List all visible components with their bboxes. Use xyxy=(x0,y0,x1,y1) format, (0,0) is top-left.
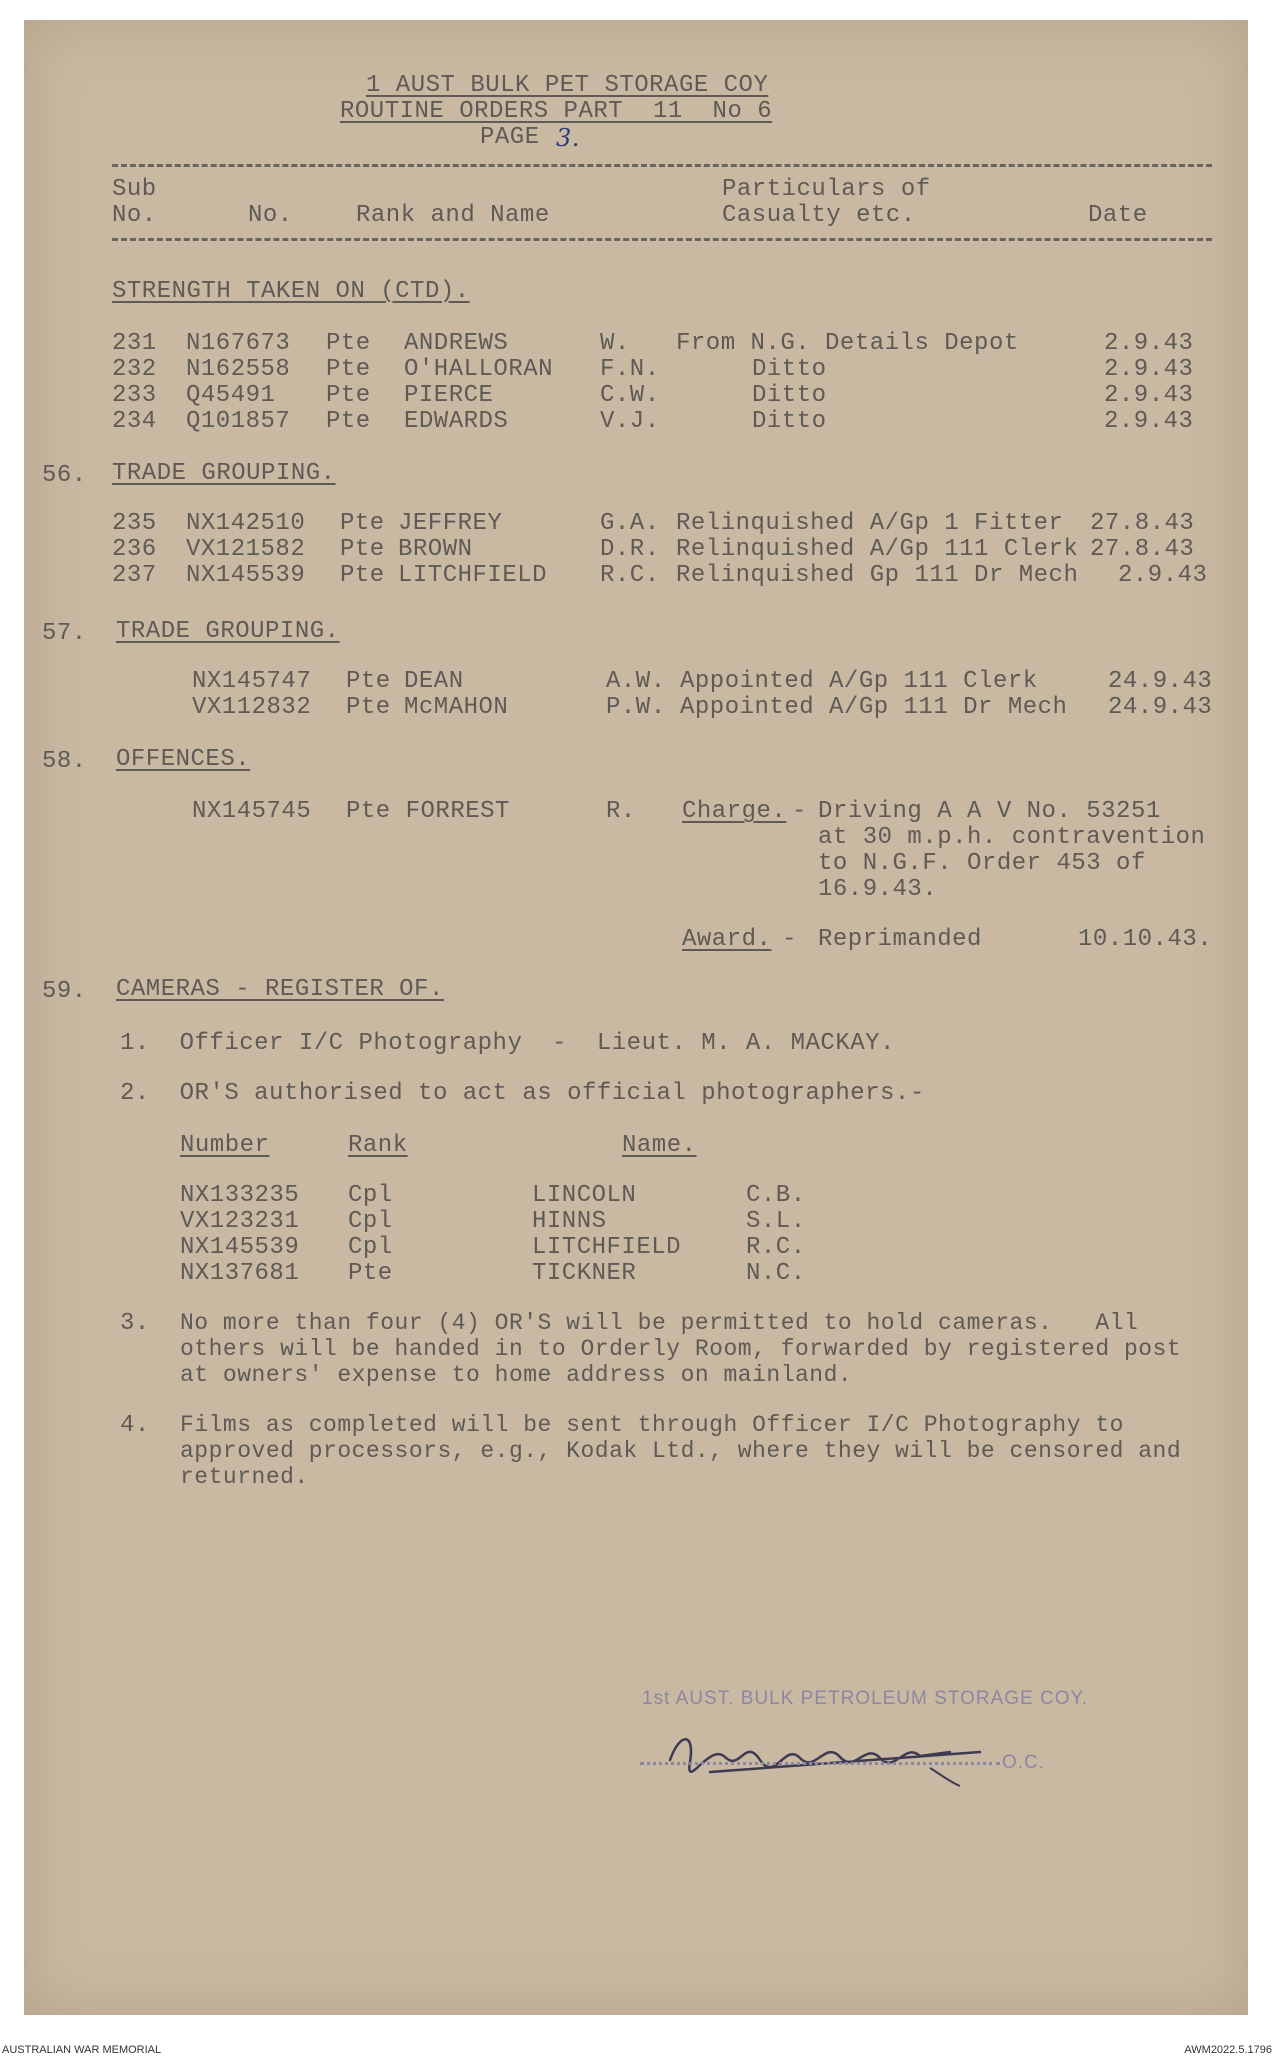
surname: BROWN xyxy=(398,536,473,563)
camera-item-2: 2. OR'S authorised to act as official photographers.- xyxy=(120,1080,925,1107)
particulars: Relinquished A/Gp 111 Clerk xyxy=(676,536,1079,563)
surname: PIERCE xyxy=(404,382,494,409)
holder-rank: Cpl xyxy=(348,1234,393,1261)
date: 24.9.43 xyxy=(1108,668,1213,695)
particulars: Ditto xyxy=(752,408,827,435)
footer-archive: AUSTRALIAN WAR MEMORIAL xyxy=(2,2044,162,2056)
rank: Pte xyxy=(326,408,371,435)
sub-no: 234 xyxy=(112,408,157,435)
holder-number: VX123231 xyxy=(180,1208,300,1235)
unit-title: 1 AUST BULK PET STORAGE COY xyxy=(366,72,769,99)
camera-col-name: Name. xyxy=(622,1132,697,1159)
camera-item-4-line: Films as completed will be sent through Officer I/C Photography to xyxy=(180,1412,1124,1438)
particulars: Ditto xyxy=(752,382,827,409)
date: 27.8.43 xyxy=(1090,510,1195,537)
service-no: Q45491 xyxy=(186,382,276,409)
service-no: Q101857 xyxy=(186,408,291,435)
rank: Pte xyxy=(340,536,385,563)
rank: Pte xyxy=(326,330,371,357)
service-no: NX145747 xyxy=(192,668,312,695)
holder-name: HINNS xyxy=(532,1208,607,1235)
header-rule-bottom xyxy=(112,238,1212,241)
surname: ANDREWS xyxy=(404,330,509,357)
date: 27.8.43 xyxy=(1090,536,1195,563)
camera-item-3-line: others will be handed in to Orderly Room, forwarded by registered post xyxy=(180,1336,1182,1362)
section-59-number: 59. xyxy=(42,978,87,1005)
date: 2.9.43 xyxy=(1104,408,1194,435)
particulars: Relinquished Gp 111 Dr Mech xyxy=(676,562,1079,589)
strength-heading: STRENGTH TAKEN ON (CTD). xyxy=(112,278,470,305)
sub-no: 233 xyxy=(112,382,157,409)
holder-name: LINCOLN xyxy=(532,1182,637,1209)
award-dash: - xyxy=(782,926,797,953)
oc-signature xyxy=(650,1712,1010,1792)
surname: McMAHON xyxy=(404,694,509,721)
section-56-heading: TRADE GROUPING. xyxy=(112,460,336,487)
holder-number: NX133235 xyxy=(180,1182,300,1209)
rank: Pte xyxy=(346,694,391,721)
charge-line: 16.9.43. xyxy=(818,876,938,903)
charge-dash: - xyxy=(792,798,807,825)
col-sub-no-line2: No. xyxy=(112,202,157,229)
page-number: 3. xyxy=(556,124,580,152)
charge-label: Charge. xyxy=(682,798,787,825)
holder-initials: C.B. xyxy=(746,1182,806,1209)
rank: Pte xyxy=(346,668,391,695)
initials: R.C. xyxy=(600,562,660,589)
col-rank-name: Rank and Name xyxy=(356,202,550,229)
sub-no: 235 xyxy=(112,510,157,537)
initials: V.J. xyxy=(600,408,660,435)
oc-label: O.C. xyxy=(1002,1752,1046,1773)
initials: A.W. xyxy=(606,668,666,695)
col-particulars-line2: Casualty etc. xyxy=(722,202,916,229)
surname: O'HALLORAN xyxy=(404,356,554,383)
initials: D.R. xyxy=(600,536,660,563)
award-date: 10.10.43. xyxy=(1078,926,1213,953)
award-label: Award. xyxy=(682,926,772,953)
camera-item-1: 1. Officer I/C Photography - Lieut. M. A. MACKAY. xyxy=(120,1030,895,1057)
holder-name: LITCHFIELD xyxy=(532,1234,682,1261)
holder-rank: Cpl xyxy=(348,1182,393,1209)
initials: W. xyxy=(600,330,630,357)
offender-rank-name: Pte FORREST xyxy=(346,798,510,825)
footer-reference: AWM2022.5.1796 xyxy=(1184,2044,1272,2056)
rank: Pte xyxy=(340,562,385,589)
camera-item-3-line: No more than four (4) OR'S will be permitted to hold cameras. All xyxy=(180,1310,1139,1336)
award-value: Reprimanded xyxy=(818,926,982,953)
unit-stamp: 1st AUST. BULK PETROLEUM STORAGE COY. xyxy=(642,1688,1088,1709)
service-no: VX121582 xyxy=(186,536,306,563)
section-59-heading: CAMERAS - REGISTER OF. xyxy=(116,976,444,1003)
camera-item-4-line: returned. xyxy=(180,1464,309,1490)
surname: JEFFREY xyxy=(398,510,503,537)
col-date: Date xyxy=(1088,202,1148,229)
initials: F.N. xyxy=(600,356,660,383)
offender-service-no: NX145745 xyxy=(192,798,312,825)
service-no: VX112832 xyxy=(192,694,312,721)
sub-no: 236 xyxy=(112,536,157,563)
charge-line: at 30 m.p.h. contravention xyxy=(818,824,1206,851)
service-no: NX145539 xyxy=(186,562,306,589)
routine-orders-title: ROUTINE ORDERS PART 11 No 6 xyxy=(340,98,773,125)
surname: DEAN xyxy=(404,668,464,695)
holder-initials: R.C. xyxy=(746,1234,806,1261)
section-58-heading: OFFENCES. xyxy=(116,746,251,773)
camera-col-rank: Rank xyxy=(348,1132,408,1159)
date: 2.9.43 xyxy=(1118,562,1208,589)
camera-item-3-line: at owners' expense to home address on mainland. xyxy=(180,1362,853,1388)
date: 2.9.43 xyxy=(1104,382,1194,409)
holder-initials: N.C. xyxy=(746,1260,806,1287)
particulars: Appointed A/Gp 111 Clerk xyxy=(680,668,1038,695)
col-particulars-line1: Particulars of xyxy=(722,176,931,203)
date: 24.9.43 xyxy=(1108,694,1213,721)
rank: Pte xyxy=(340,510,385,537)
initials: P.W. xyxy=(606,694,666,721)
signature-line xyxy=(640,1762,1000,1765)
particulars: Appointed A/Gp 111 Dr Mech xyxy=(680,694,1068,721)
camera-item-4-number: 4. xyxy=(120,1412,150,1439)
particulars: From N.G. Details Depot xyxy=(676,330,1019,357)
surname: LITCHFIELD xyxy=(398,562,548,589)
col-no: No. xyxy=(248,202,293,229)
service-no: N167673 xyxy=(186,330,291,357)
sub-no: 232 xyxy=(112,356,157,383)
holder-name: TICKNER xyxy=(532,1260,637,1287)
page-label: PAGE xyxy=(480,124,540,151)
service-no: NX142510 xyxy=(186,510,306,537)
service-no: N162558 xyxy=(186,356,291,383)
rank: Pte xyxy=(326,356,371,383)
initials: C.W. xyxy=(600,382,660,409)
camera-col-number: Number xyxy=(180,1132,270,1159)
holder-number: NX137681 xyxy=(180,1260,300,1287)
document-page xyxy=(24,20,1248,2015)
particulars: Ditto xyxy=(752,356,827,383)
date: 2.9.43 xyxy=(1104,330,1194,357)
section-57-number: 57. xyxy=(42,620,87,647)
charge-line: to N.G.F. Order 453 of xyxy=(818,850,1146,877)
particulars: Relinquished A/Gp 1 Fitter xyxy=(676,510,1064,537)
holder-rank: Cpl xyxy=(348,1208,393,1235)
sub-no: 237 xyxy=(112,562,157,589)
camera-item-4-line: approved processors, e.g., Kodak Ltd., where they will be censored and xyxy=(180,1438,1182,1464)
holder-initials: S.L. xyxy=(746,1208,806,1235)
col-sub-no-line1: Sub xyxy=(112,176,157,203)
camera-item-3-number: 3. xyxy=(120,1310,150,1337)
offender-initials: R. xyxy=(606,798,636,825)
charge-line: Driving A A V No. 53251 xyxy=(818,798,1161,825)
initials: G.A. xyxy=(600,510,660,537)
date: 2.9.43 xyxy=(1104,356,1194,383)
header-rule-top xyxy=(112,164,1212,167)
rank: Pte xyxy=(326,382,371,409)
section-57-heading: TRADE GROUPING. xyxy=(116,618,340,645)
surname: EDWARDS xyxy=(404,408,509,435)
sub-no: 231 xyxy=(112,330,157,357)
holder-number: NX145539 xyxy=(180,1234,300,1261)
section-56-number: 56. xyxy=(42,462,87,489)
section-58-number: 58. xyxy=(42,748,87,775)
holder-rank: Pte xyxy=(348,1260,393,1287)
